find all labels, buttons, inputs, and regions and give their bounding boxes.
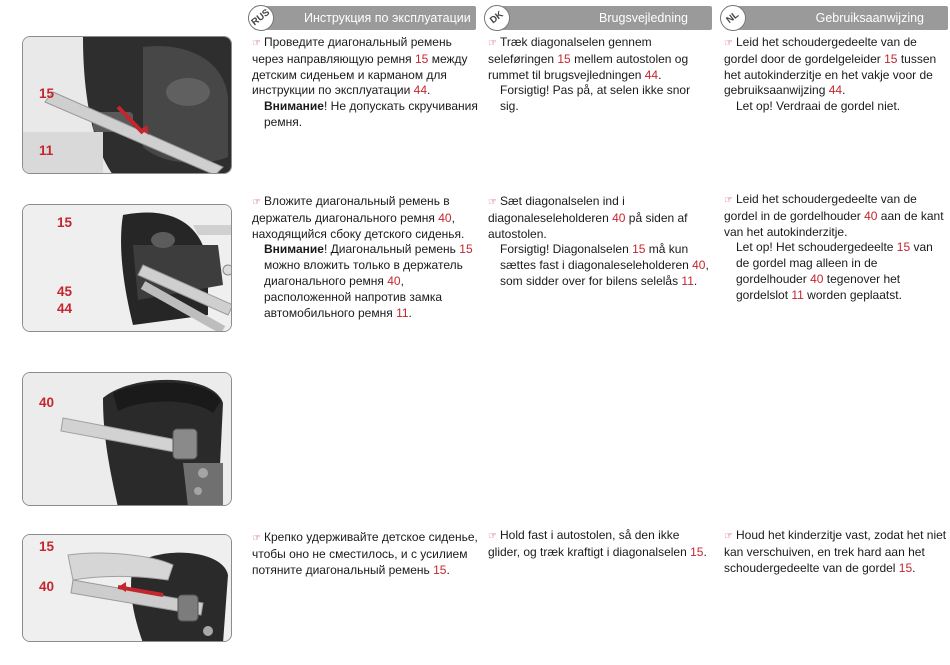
nl-step-2: ☞ Leid het schoudergedeelte van de gordel in de gordelhouder 40 aan de kant van het autokinderzitje. Let op! Het schoudergedeelte 15 van de gordel mag alleen in de gordelhouder 40 tegenover het gordelslot 11 worden geplaatst. [724, 192, 944, 302]
language-badge-nl: NL [715, 0, 751, 36]
header-title-nl: Gebruiksaanwijzing [815, 11, 924, 25]
figure-1 [22, 36, 232, 174]
pointing-hand-icon: ☞ [724, 531, 733, 542]
dk-step-4: ☞ Hold fast i autostolen, så den ikke glider, og træk kraftigt i diagonalselen 15. [488, 528, 707, 559]
figure-2-illustration [23, 205, 232, 332]
language-badge-dk: DK [479, 0, 515, 36]
header-rus [249, 6, 476, 30]
rus-step-4: ☞ Крепко удерживайте детское сиденье, чтобы оно не сместилось, и с усилием потяните диагональный ремень 15. [252, 530, 478, 577]
rus-step-1: ☞ Проведите диагональный ремень через направляющую ремня 15 между детским сиденьем и карманом для инструкции по эксплуатации 44. Внимание! Не допускать скручивания ремня. [252, 35, 478, 129]
pointing-hand-icon: ☞ [724, 195, 733, 206]
figure-1-illustration [23, 37, 232, 174]
nl-step-4: ☞ Houd het kinderzitje vast, zodat het niet kan verschuiven, en trek hard aan het schoudergedeelte van de gordel 15. [724, 528, 947, 575]
pointing-hand-icon: ☞ [488, 531, 497, 542]
header-nl [726, 6, 948, 30]
figure-2 [22, 204, 232, 332]
pointing-hand-icon: ☞ [724, 38, 733, 49]
header-title-rus: Инструкция по эксплуатации [304, 11, 471, 25]
pointing-hand-icon: ☞ [488, 38, 497, 49]
figure-4-label-15: 15 [39, 539, 55, 554]
figure-2-label-44: 44 [57, 301, 73, 316]
pointing-hand-icon: ☞ [252, 533, 261, 544]
figure-4-illustration [23, 535, 232, 642]
pointing-hand-icon: ☞ [252, 38, 261, 49]
nl-step-1: ☞ Leid het schoudergedeelte van de gordel door de gordelgeleider 15 tussen het autokinderzitje en het vakje voor de gebruiksaanwijzing 44. Let op! Verdraai de gordel niet. [724, 35, 937, 114]
figure-4 [22, 534, 232, 642]
figure-1-label-11: 11 [39, 143, 54, 158]
figure-2-label-45: 45 [57, 284, 73, 299]
pointing-hand-icon: ☞ [252, 197, 261, 208]
dk-step-2: ☞ Sæt diagonalselen ind i diagonaleseleholderen 40 på siden af autostolen. Forsigtig! Diagonalselen 15 må kun sættes fast i diagonaleseleholderen 40, som sidder over for bilens selelås 11. [488, 194, 709, 288]
figure-3 [22, 372, 232, 506]
figure-1-label-15: 15 [39, 86, 55, 101]
header-title-dk: Brugsvejledning [599, 11, 688, 25]
figure-4-label-40: 40 [39, 579, 55, 594]
header-dk [487, 6, 712, 30]
pointing-hand-icon: ☞ [488, 197, 497, 208]
dk-step-1: ☞ Træk diagonalselen gennem seleføringen 15 mellem autostolen og rummet til brugsvejledningen 44. Forsigtig! Pas på, at selen ikke snor sig. [488, 35, 691, 114]
figure-3-label-40: 40 [39, 395, 55, 410]
figure-3-illustration [23, 373, 232, 506]
language-badge-rus: RUS [243, 0, 279, 36]
rus-step-2: ☞ Вложите диагональный ремень в держатель диагонального ремня 40, находящийся сбоку детского сиденья. Внимание! Диагональный ремень 15 можно вложить только в держатель диагонального ремня 40, расположенной напротив замка автомобильного ремня 11. [252, 194, 473, 320]
figure-2-label-15: 15 [57, 215, 73, 230]
